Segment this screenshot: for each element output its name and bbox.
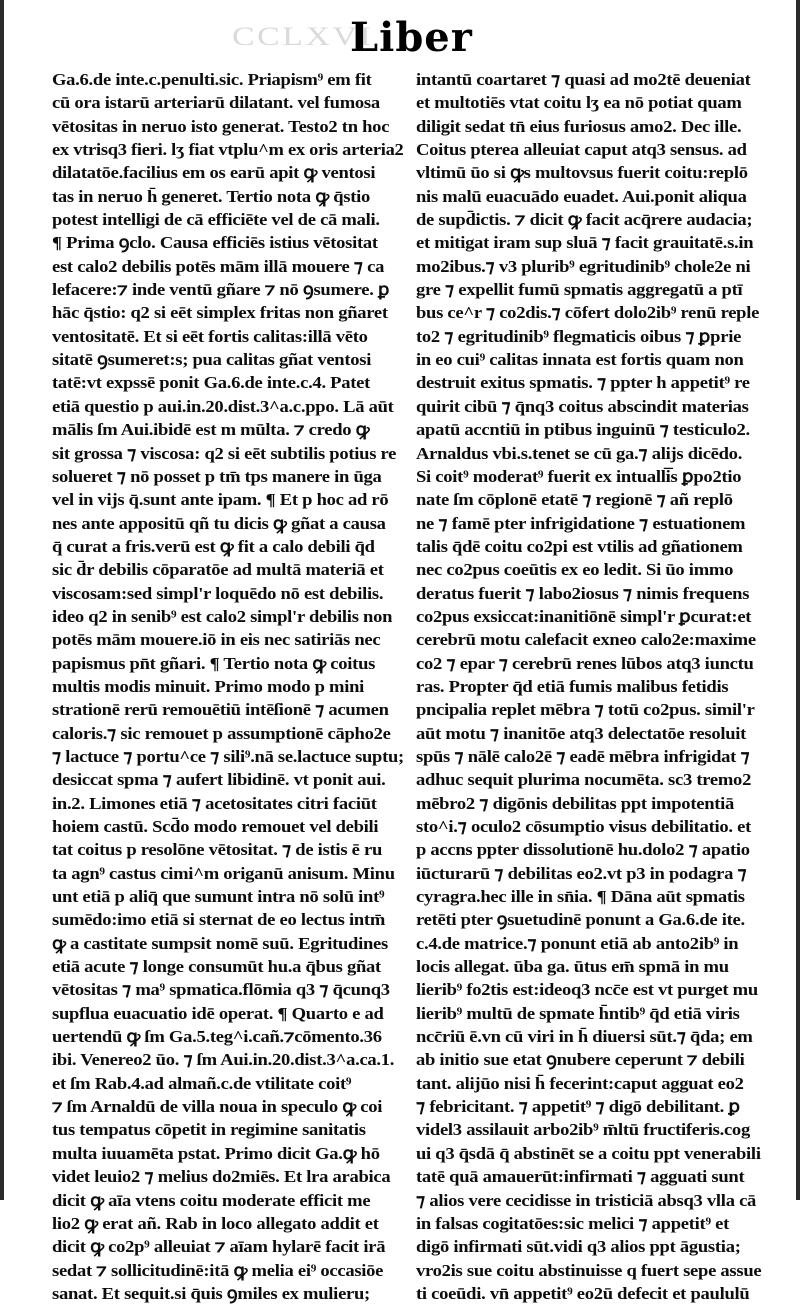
text-line: tus tempatus cōpetit in regimine sanitatis bbox=[52, 1120, 366, 1140]
page-edge-left bbox=[0, 0, 4, 1200]
text-line: papismus pn̄t gñari. ¶ Tertio nota ꝙ coitus bbox=[52, 653, 376, 673]
text-line: caloris.⁊ sic remouet p assumptionē cāpho2e bbox=[52, 723, 391, 743]
text-line: diligit sedat tn̄ eius furiosus amo2. Dec ille. bbox=[416, 116, 742, 136]
text-line: ex vtrisq3 fieri. lʒ fiat vtplu^m ex oris arteria2 bbox=[52, 140, 404, 160]
text-line: ras. Propter q̄d etiā fumis malibus fetidis bbox=[416, 676, 729, 696]
text-line: ab initio sue etat ꝯnubere ceperunt ⁊ debili bbox=[416, 1050, 745, 1070]
text-line: unt etiā p aliq̄ que sumunt intra nō solū int⁹ bbox=[52, 887, 385, 907]
bleed-through-folio: CCLXVI bbox=[232, 22, 374, 51]
text-line: et ſm Rab.4.ad almañ.c.de vtilitate coit⁹ bbox=[52, 1073, 352, 1093]
text-line: lierib⁹ fo2tis est:ideoq3 ncc̄e est vt purget mu bbox=[416, 980, 758, 1000]
text-line: ta agn⁹ castus cimi^m origanū anisum. Minu bbox=[52, 863, 395, 883]
text-line: sedat ⁊ sollicitudinē:itā ꝙ melia ei⁹ occasiōe bbox=[52, 1260, 384, 1280]
text-line: aūt motu ⁊ inanitōe atq3 delectatōe resoluit bbox=[416, 723, 747, 743]
text-line: nate ſm cōplonē etatē ⁊ regionē ⁊ añ replō bbox=[416, 490, 733, 510]
text-line: hāc q̄stio: q2 si eēt simplex fritas non gñaret bbox=[52, 303, 388, 323]
text-line: videt leuio2 ⁊ melius do2miēs. Et lra arabica bbox=[52, 1167, 391, 1187]
text-line: vētositas ⁊ ma⁹ spmatica.flōmia q3 ⁊ q̄cunq3 bbox=[52, 980, 390, 1000]
text-line: ꝙ a castitate sumpsit nomē suū. Egritudines bbox=[52, 933, 388, 953]
text-line: pncipalia replet mēbra ⁊ totū co2pus. simil'r bbox=[416, 700, 755, 720]
text-line: iūcturarū ⁊ debilitas eo2.vt p3 in podagra ⁊ bbox=[416, 863, 747, 883]
text-line: tant. alijūo nisi h̄ fecerint:caput agguat eo2 bbox=[416, 1073, 744, 1093]
text-line: locis allegat. ūba ga. ūtus em̄ spmā in mu bbox=[416, 957, 729, 977]
text-line: cerebrū motu calefacit exneo calo2e:maxime bbox=[416, 630, 756, 650]
text-line: co2pus exsiccat:inanitiōnē simpl'r ꝑcurat:et bbox=[416, 606, 752, 626]
text-line: est calo2 debilis potēs mām illā mouere ⁊ ca bbox=[52, 256, 385, 276]
text-line: retēti pter ꝯsuetudinē ponunt a Ga.6.de ite. bbox=[416, 910, 745, 930]
text-line: lierib⁹ multū de spmate h̄ntib⁹ q̄d etiā viris bbox=[416, 1003, 740, 1023]
text-line: lio2 ꝙ erat añ. Rab in loco allegato addit et bbox=[52, 1213, 379, 1233]
left-text-column bbox=[52, 68, 404, 1305]
text-line: q̄ curat a fris.verū est ꝙ fit a calo debili q̄d bbox=[52, 536, 375, 556]
text-line: deratus fuerit ⁊ labo2iosus ⁊ nimis frequens bbox=[416, 583, 750, 603]
text-line: dicit ꝙ aīa vtens coitu moderate efficit me bbox=[52, 1190, 371, 1210]
text-line: sumēdo:imo etiā si sternat de eo lectus intm̄ bbox=[52, 910, 386, 930]
text-line: destruit exitus spmatis. ⁊ ppter h appetit⁹ re bbox=[416, 373, 750, 393]
text-line: quirit cibū ⁊ q̄nq3 coitus abscindit materias bbox=[416, 396, 749, 416]
text-line: et mitigat iram sup sluā ⁊ facit grauitatē.s.in bbox=[416, 233, 754, 253]
text-line: uertendū ꝙ ſm Ga.5.teg^i.cañ.⁊cōmento.36 bbox=[52, 1027, 382, 1047]
text-line: bus ce^r ⁊ co2dis.⁊ cōfert dolo2ib⁹ renū reple bbox=[416, 303, 760, 323]
text-line: multis modis minuit. Primo modo p mini bbox=[52, 676, 365, 696]
text-line: nec co2pus coeūtis ex eo ledit. Si ūo immo bbox=[416, 560, 734, 580]
text-line: tatē:vt expssē ponit Ga.6.de inte.c.4. Patet bbox=[52, 373, 371, 393]
text-line: sanat. Et sequit.si q̄uis ꝯmiles ex mulieru; bbox=[52, 1283, 370, 1303]
text-line: ui q3 q̄sdā q̄ abstinēt se a coitu ppt venerabili bbox=[416, 1143, 761, 1163]
text-line: cū ora istarū arteriarū dilatant. vel fumosa bbox=[52, 93, 380, 113]
text-line: ⁊ ſm Arnaldū de villa noua in speculo ꝙ coi bbox=[52, 1097, 383, 1117]
text-line: in.2. Limones etiā ⁊ acetositates citri faciūt bbox=[52, 793, 377, 813]
right-text-column bbox=[416, 68, 782, 1305]
text-line: lefacere:⁊ inde ventū gñare ⁊ nō ꝯsumere. ꝑ bbox=[52, 280, 390, 300]
text-line: ventositatē. Et si eēt fortis calitas:illā vēto bbox=[52, 326, 368, 346]
text-line: ⁊ alios vere cecidisse in tristiciā absq3 vlla cā bbox=[416, 1190, 757, 1210]
text-line: sto^i.⁊ oculo2 cōsumptio visus debilitatio. et bbox=[416, 817, 752, 836]
text-line: solueret ⁊ nō posset p tm̄ tps manere in ūga bbox=[52, 466, 382, 486]
text-line: ne ⁊ famē pter infrigidatione ⁊ estuationem bbox=[416, 513, 746, 533]
text-line: ti coeūdi. vn̄ appetit⁹ eo2ū defecit et paululū bbox=[416, 1283, 750, 1303]
text-line: et multotiēs vtat coitu lʒ ea nō potiat quam bbox=[416, 93, 742, 113]
text-line: talis q̄dē coitu co2pi est vtilis ad gñationem bbox=[416, 536, 743, 556]
text-line: tat coitus p resolōne vētositat. ⁊ de istis ē ru bbox=[52, 840, 383, 860]
text-line: gre ⁊ expellit fumū spmatis aggregatū a ptī bbox=[416, 280, 743, 300]
text-line: mo2ibus.⁊ v3 plurib⁹ egritudinib⁹ chole2e ni bbox=[416, 256, 751, 276]
text-line: multa iuuamēta pstat. Primo dicit Ga.ꝙ hō bbox=[52, 1143, 380, 1163]
text-line: vētositas in neruo isto generat. Testo2 tn hoc bbox=[52, 116, 390, 136]
text-line: in falsas cogitatōes:sic melici ⁊ appetit⁹ et bbox=[416, 1213, 729, 1233]
text-line: supflua euacuatio idē operat. ¶ Quarto e ad bbox=[52, 1003, 384, 1023]
text-line: sit grossa ⁊ viscosa: q2 si eēt subtilis potius re bbox=[52, 443, 397, 463]
text-line: digō infirmati sūt.vidi q3 alios ppt āgustia; bbox=[416, 1237, 741, 1257]
text-line: Arnaldus vbi.s.tenet se cū ga.⁊ alijs dicēdo. bbox=[416, 443, 743, 463]
text-line: ⁊ febricitant. ⁊ appetit⁹ ⁊ digō debilitant. ꝑ bbox=[416, 1097, 740, 1117]
text-line: etiā acute ⁊ longe consumūt hu.a q̄bus gñat bbox=[52, 957, 381, 977]
text-line: Si coit⁹ moderat⁹ fuerit ex intualli̅s ꝑpo2tio bbox=[416, 466, 742, 486]
text-line: p accns ppter dissolutionē hu.dolo2 ⁊ apatio bbox=[416, 840, 750, 860]
text-line: tas in neruo h̄ generet. Tertio nota ꝙ q̄stio bbox=[52, 186, 371, 206]
text-line: intantū coartaret ⁊ quasi ad mo2tē deueniat bbox=[416, 70, 751, 89]
page-edge-right bbox=[796, 0, 800, 1200]
text-line: potest intelligi de cā efficiēte vel de cā mali. bbox=[52, 210, 380, 230]
text-line: mēbro2 ⁊ digōnis debilitas ppt impotentiā bbox=[416, 793, 735, 813]
text-line: ideo q2 in senib⁹ est calo2 simpl'r debilis non bbox=[52, 606, 393, 626]
text-line: ibi. Venereo2 ūo. ⁊ ſm Aui.in.20.dist.3^a.ca.1. bbox=[52, 1050, 395, 1070]
text-line: ¶ Prima ꝯclo. Causa efficiēs istius vētositat bbox=[52, 233, 378, 253]
text-line: hoiem castū. Scd̄o modo remouet vel debili bbox=[52, 817, 379, 836]
text-line: vel in vijs q̄.sunt ante ipam. ¶ Et p hoc ad rō bbox=[52, 490, 389, 510]
text-line: in eo cui⁹ calitas innata est fortis quam non bbox=[416, 350, 744, 370]
text-line: strationē rerū remouētiū intēſionē ⁊ acumen bbox=[52, 700, 389, 720]
text-line: mālis ſm Aui.ibidē est m mūlta. ⁊ credo ꝙ bbox=[52, 420, 370, 440]
text-line: to2 ⁊ egritudinib⁹ flegmaticis oibus ⁊ ꝑprie bbox=[416, 326, 742, 346]
text-line: etiā questio p aui.in.20.dist.3^a.c.ppo. Lā aūt bbox=[52, 396, 394, 416]
text-line: sitatē ꝯsumeret:s; pua calitas gñat ventosi bbox=[52, 350, 372, 370]
text-line: sic d̄r debilis cōparatōe ad multā materiā et bbox=[52, 560, 384, 580]
text-line: Coitus pterea alleuiat caput atq3 sensus. ad bbox=[416, 140, 747, 160]
text-line: ⁊ lactuce ⁊ portu^ce ⁊ sili⁹.nā se.lactuce suptu; bbox=[52, 746, 404, 766]
text-line: c.4.de matrice.⁊ ponunt etiā ab anto2ib⁹ in bbox=[416, 933, 739, 953]
text-line: spūs ⁊ nālē calo2ē ⁊ eadē mēbra infrigidat ⁊ bbox=[416, 746, 750, 766]
text-line: vro2is sue coitu abstinuisse q fuert sepe assue bbox=[416, 1260, 762, 1280]
text-line: tatē quā amauerūt:infirmati ⁊ agguati sunt bbox=[416, 1167, 745, 1187]
text-line: Ga.6.de inte.c.penulti.sic. Priapism⁹ em fit bbox=[52, 70, 372, 89]
text-line: de supd̄ictis. ⁊ dicit ꝙ facit acq̄rere audacia; bbox=[416, 210, 753, 230]
text-line: nes ante appositū qñ tu dicis ꝙ gñat a causa bbox=[52, 513, 386, 533]
text-line: nis malū euacuādo euadet. Aui.ponit aliqua bbox=[416, 186, 747, 206]
text-line: adhuc sequit plurima nocumēta. sc3 tremo2 bbox=[416, 770, 752, 790]
running-title: Liber bbox=[350, 14, 473, 61]
text-line: videl3 assilauit arbo2ib⁹ m̄ltū fructiferis.cog bbox=[416, 1120, 750, 1140]
text-line: cyragra.hec ille in sn̄ia. ¶ Dāna aūt spmatis bbox=[416, 887, 745, 907]
text-line: co2 ⁊ epar ⁊ cerebrū renes lūbos atq3 iunctu bbox=[416, 653, 754, 673]
text-line: vltimū ūo si ꝙs multovsus fuerit coitu:replō bbox=[416, 163, 748, 183]
text-line: viscosam:sed simpl'r loquēdo nō est debilis. bbox=[52, 583, 384, 603]
text-line: dilatatōe.facilius em os earū apit ꝙ ventosi bbox=[52, 163, 376, 183]
text-line: dicit ꝙ co2p⁹ alleuiat ⁊ aīam hylarē facit irā bbox=[52, 1237, 386, 1257]
text-line: ncc̄riū ē.vn cū viri in h̄ diuersi sūt.⁊ q̄da; em bbox=[416, 1027, 753, 1047]
text-line: apatū accntiū in ptibus inguinū ⁊ testiculo2. bbox=[416, 420, 750, 440]
text-line: potēs mām mouere.iō in eis nec satiriās nec bbox=[52, 630, 381, 650]
text-line: desiccat spma ⁊ aufert libidinē. vt ponit aui. bbox=[52, 770, 386, 790]
